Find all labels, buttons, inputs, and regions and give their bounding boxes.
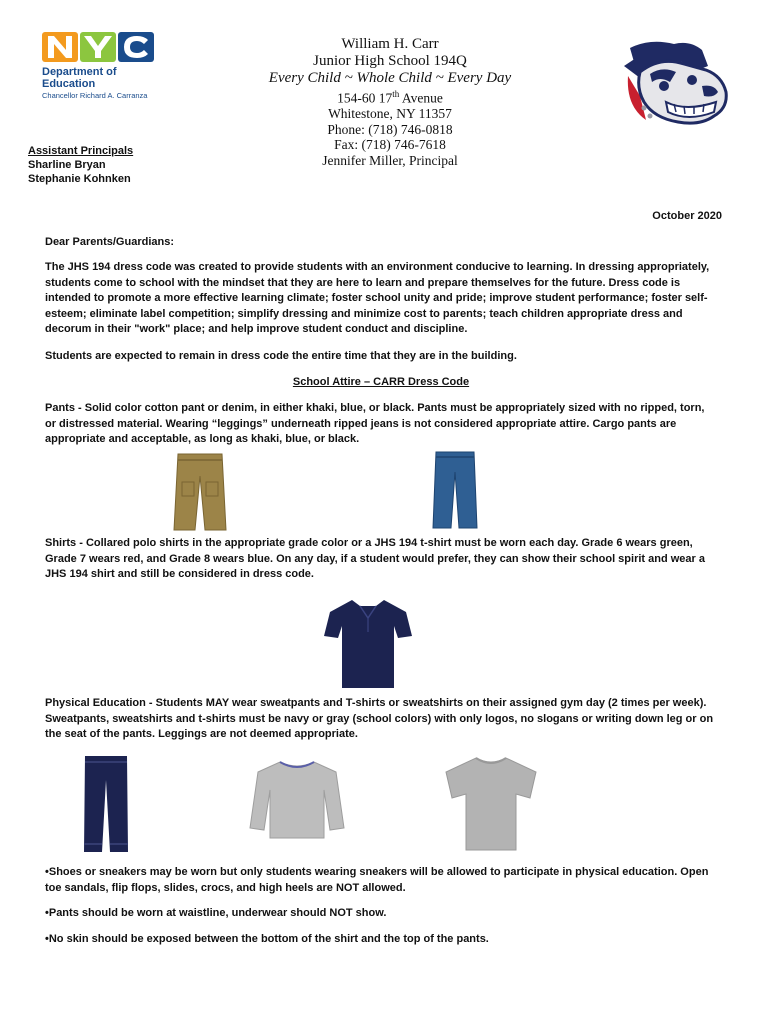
chancellor-name: Chancellor Richard A. Carranza xyxy=(42,91,148,100)
school-street xyxy=(220,87,560,106)
nyc-letters-graphic xyxy=(40,30,160,64)
school-principal: Jennifer Miller, Principal xyxy=(322,152,458,168)
shirts-paragraph: Shirts - Collared polo shirts in the appropriate grade color or a JHS 194 t-shirt must be worn each day. Grade 6 wears green, Grade 7 wears red, and Grade 8 wears blue. On any day, if a student would prefer, they can show their school spirit and wear a JHS 194 shirt and still be considered in dress code. xyxy=(45,537,705,581)
department-line-2: Education xyxy=(42,78,96,90)
pants-paragraph: Pants - Solid color cotton pant or denim, in either khaki, blue, or black. Pants must be appropriately sized with no ripped, torn, or distressed material. Wearing “leggings” underneath ripped jeans is not considered appropriate attire. Cargo pants are appropriate and acceptable, as long as khaki, blue, or black. xyxy=(45,402,705,446)
salutation: Dear Parents/Guardians: xyxy=(45,236,174,248)
nyc-doe-logo xyxy=(40,30,190,102)
school-subtitle: Junior High School 194Q xyxy=(313,53,467,69)
navy-polo-shirt-image xyxy=(322,596,414,690)
section-title: School Attire – CARR Dress Code xyxy=(292,376,470,388)
school-city: Whitestone, NY 11357 xyxy=(328,106,452,121)
bulldog-mascot-icon xyxy=(610,36,738,132)
school-name: William H. Carr xyxy=(341,36,439,52)
navy-sweatpants-image xyxy=(82,754,130,854)
bullet-skin: •No skin should be exposed between the bottom of the shirt and the top of the pants. xyxy=(45,933,489,945)
street-name: Avenue xyxy=(399,90,443,106)
assistant-principal-name: Sharline Bryan xyxy=(28,159,106,171)
school-motto: Every Child ~ Whole Child ~ Every Day xyxy=(268,70,512,86)
expectation-paragraph: Students are expected to remain in dress code the entire time that they are in the building. xyxy=(45,350,517,362)
department-line-1: Department of xyxy=(42,66,117,78)
street-number: 154-60 17 xyxy=(337,90,393,106)
assistant-principal-name: Stephanie Kohnken xyxy=(28,173,131,185)
school-header xyxy=(220,36,560,168)
gray-tshirt-image xyxy=(442,754,540,852)
letter-date: October 2020 xyxy=(652,210,722,222)
street-ordinal: th xyxy=(392,89,400,99)
physical-education-paragraph: Physical Education - Students MAY wear sweatpants and T-shirts or sweatshirts on their assigned gym day (2 times per week). Sweatpants, sweatshirts and t-shirts must be navy or gray (school colors) with only logos, no slogans or writing down leg or on the seat of the pants. Leggings are not deemed appropriate. xyxy=(45,697,714,741)
school-fax: Fax: (718) 746-7618 xyxy=(334,137,446,152)
blue-jeans-image xyxy=(432,450,478,530)
intro-paragraph: The JHS 194 dress code was created to provide students with an environment conducive to learning. In dressing appropriately, students come to school with the mindset that they are here to learn and prepare themselves for the future. Dress code is intended to promote a more effective learning climate; foster school unity and pride; improve student performance; foster self-esteem; eliminate label competition; simplify dressing and minimize cost to parents; teach children appropriate dress and decorum in their "work" place; and help improve student conduct and discipline. xyxy=(45,261,710,336)
khaki-pants-image xyxy=(172,452,228,532)
bullet-waistline: •Pants should be worn at waistline, underwear should NOT show. xyxy=(45,907,387,919)
department-name xyxy=(42,66,117,90)
assistant-principals xyxy=(28,144,133,186)
school-phone: Phone: (718) 746-0818 xyxy=(327,121,453,137)
bullet-shoes: •Shoes or sneakers may be worn but only students wearing sneakers will be allowed to participate in physical education. Open toe sandals, flip flops, slides, crocs, and high heels are NOT allowed. xyxy=(45,866,709,894)
gray-sweatshirt-image xyxy=(248,758,346,840)
assistant-principals-heading: Assistant Principals xyxy=(28,145,134,157)
